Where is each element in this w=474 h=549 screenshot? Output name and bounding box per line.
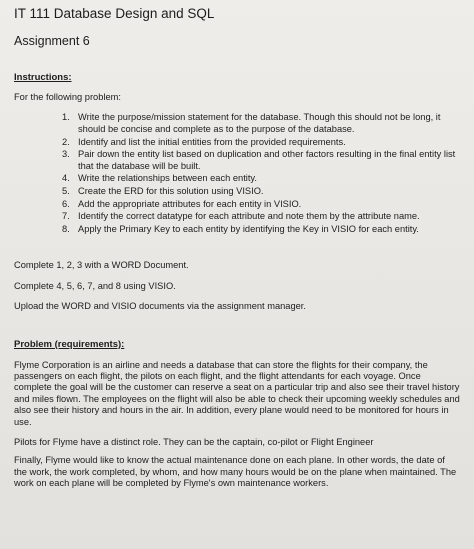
- course-title: IT 111 Database Design and SQL: [14, 6, 215, 21]
- problem-paragraph: Finally, Flyme would like to know the actual maintenance done on each plane. In other words, the date of the work, the work completed, by whom, and how many hours would be on the plane when maintained. The work on each plane will be completed by Flyme's own maintenance workers.: [14, 455, 457, 489]
- problem-heading: Problem (requirements):: [14, 338, 125, 350]
- step-number: 4.: [62, 173, 70, 184]
- list-item: [62, 137, 460, 149]
- list-item: [62, 211, 460, 223]
- problem-paragraph: Flyme Corporation is an airline and needs a database that can store the flights for their company, the passengers on each flight, the pilots on each flight, and the flight attendants for each voyage. Once complete the goal will be the customer can reserve a seat on a particular trip and also see their travel history and miles flown. The employees on the flight will also be able to check their upcoming weekly schedules and also see their history and hours in the air. In addition, every plane would need to be monitored for hours in use.: [14, 359, 460, 427]
- step-text: Create the ERD for this solution using VISIO.: [78, 185, 264, 196]
- step-text: Apply the Primary Key to each entity by identifying the Key in VISIO for each entity.: [78, 223, 419, 234]
- step-number: 5.: [62, 185, 70, 196]
- instructions-list: [14, 112, 460, 235]
- step-number: 6.: [62, 198, 70, 209]
- step-text: Write the relationships between each entity.: [78, 173, 257, 184]
- step-number: 1.: [62, 112, 70, 123]
- list-item: [62, 173, 460, 185]
- step-text: Write the purpose/mission statement for the database. Though this should not be long, it should be concise and complete as to the purpose of the database.: [78, 112, 441, 134]
- step-text: Pair down the entity list based on duplication and other factors resulting in the final entity list that the database will be built.: [78, 149, 456, 171]
- instructions-intro: For the following problem:: [14, 92, 121, 102]
- step-text: Add the appropriate attributes for each entity in VISIO.: [78, 198, 302, 209]
- instructions-heading: Instructions:: [14, 72, 72, 83]
- list-item: [62, 199, 460, 211]
- step-number: 2.: [62, 136, 70, 147]
- step-number: 8.: [62, 223, 70, 234]
- step-text: Identify and list the initial entities from the provided requirements.: [78, 136, 346, 147]
- list-item: [62, 112, 460, 135]
- problem-paragraph: Pilots for Flyme have a distinct role. They can be the captain, co-pilot or Flight Engineer: [14, 437, 374, 447]
- assignment-title: Assignment 6: [14, 34, 90, 48]
- complete-word-note: Complete 1, 2, 3 with a WORD Document.: [14, 260, 189, 271]
- list-item: [62, 149, 460, 172]
- upload-note: Upload the WORD and VISIO documents via the assignment manager.: [14, 301, 306, 312]
- step-number: 3.: [62, 149, 70, 160]
- step-number: 7.: [62, 211, 70, 222]
- complete-visio-note: Complete 4, 5, 6, 7, and 8 using VISIO.: [14, 280, 176, 291]
- step-text: Identify the correct datatype for each attribute and note them by the attribute name.: [78, 211, 420, 222]
- list-item: [62, 224, 460, 236]
- completion-notes: [14, 260, 460, 312]
- list-item: [62, 186, 460, 198]
